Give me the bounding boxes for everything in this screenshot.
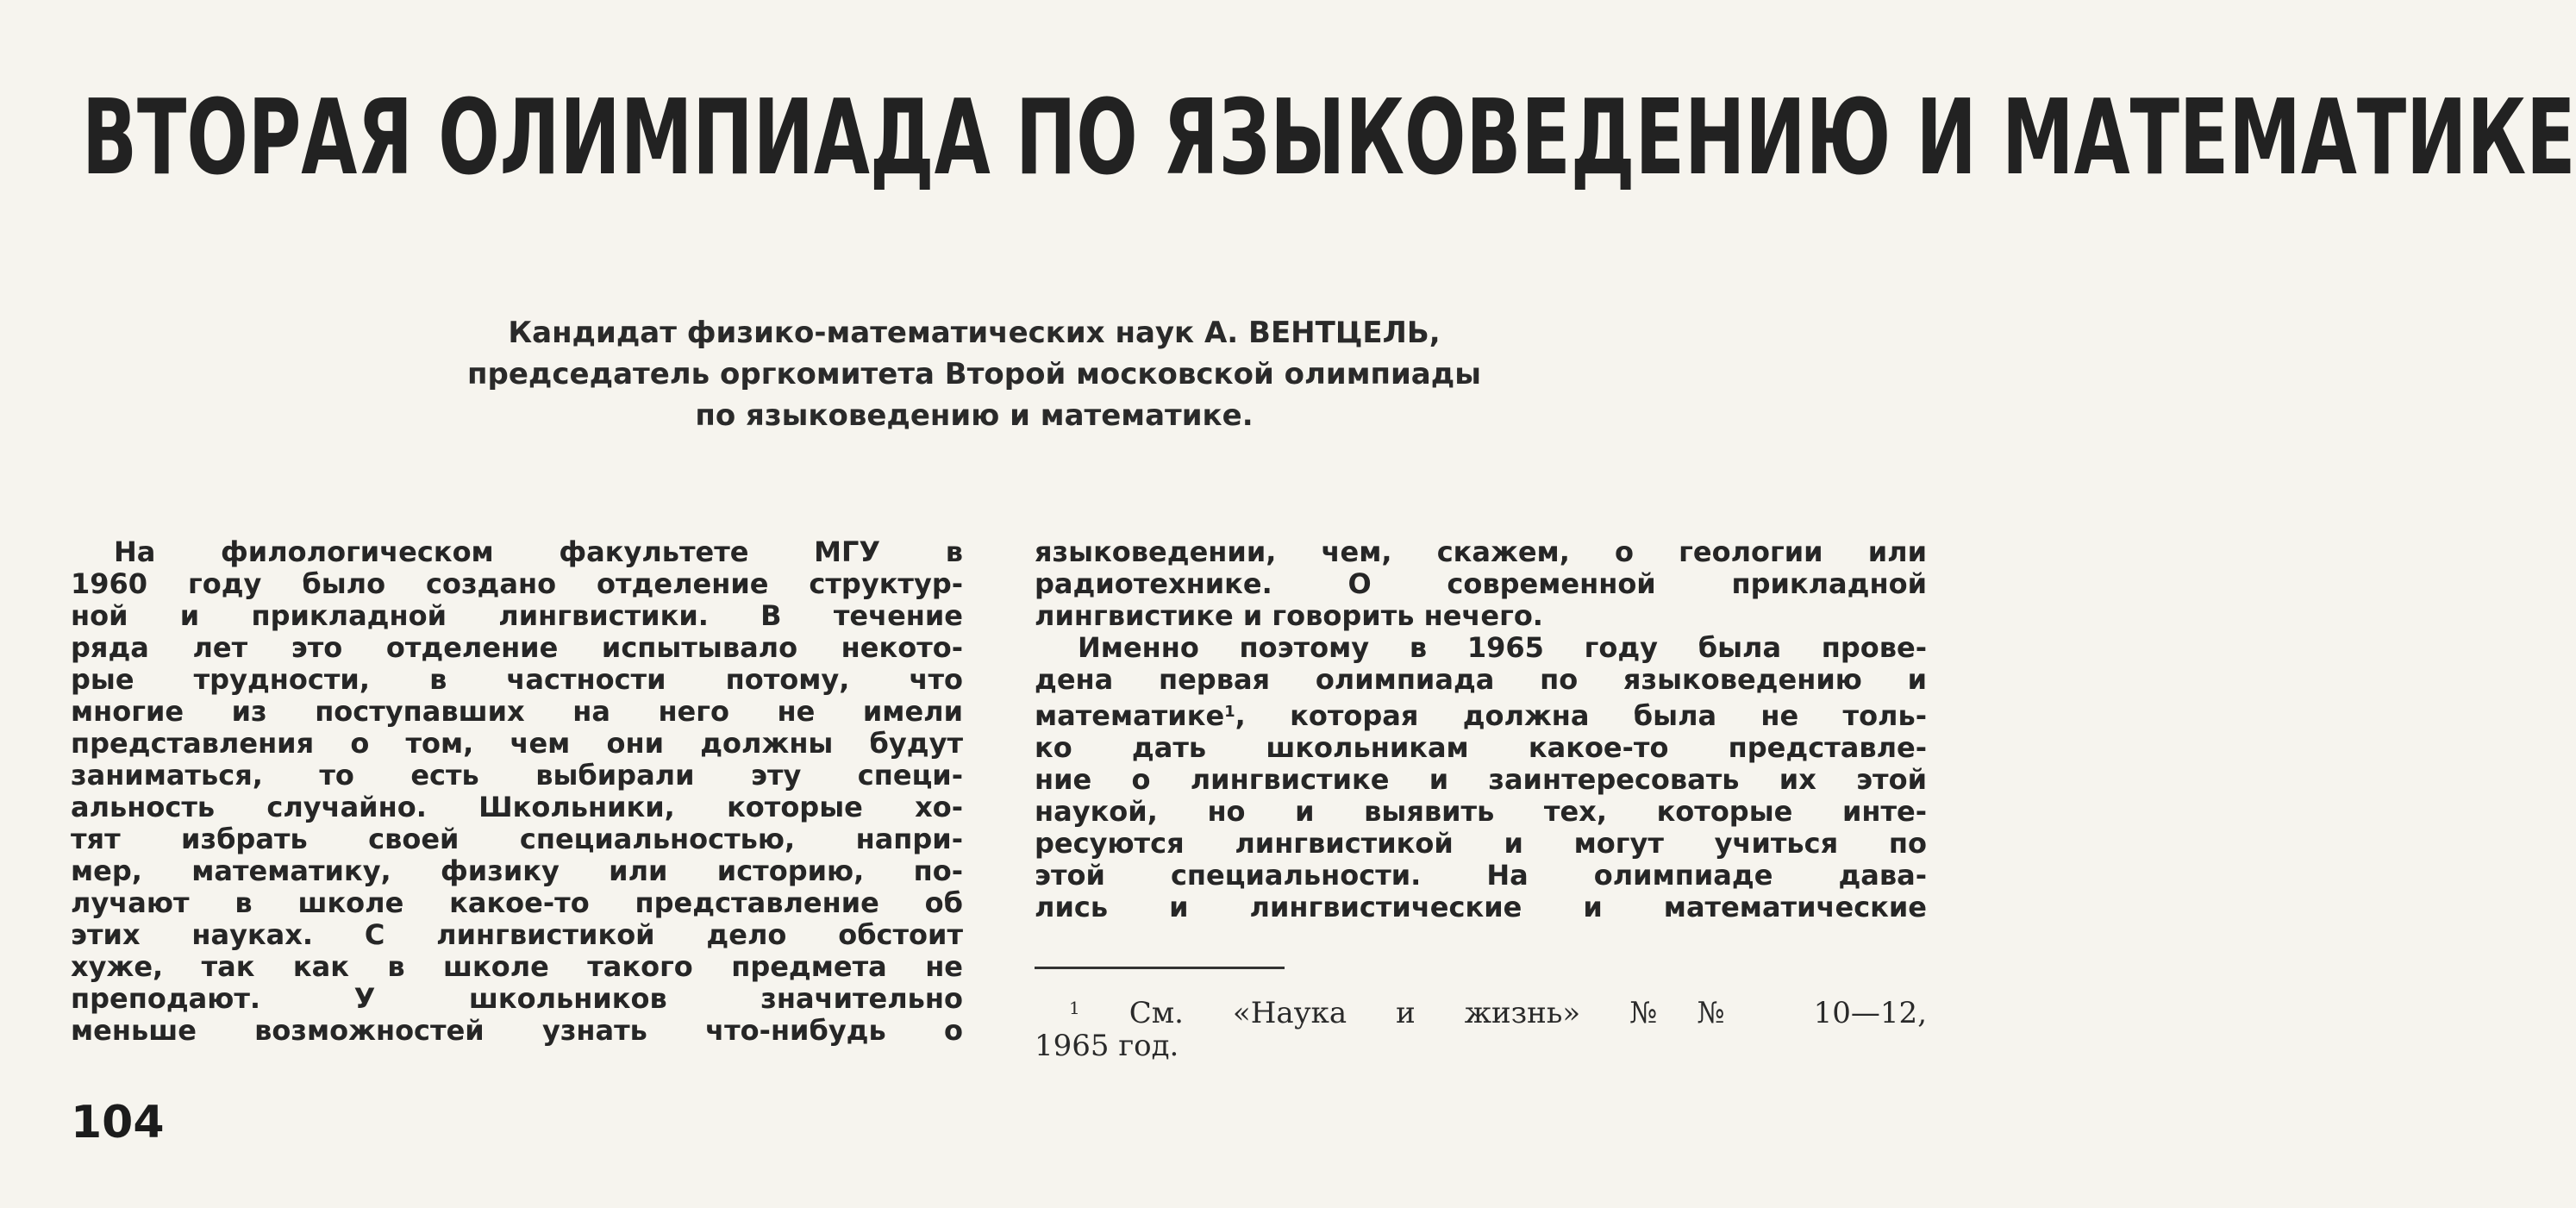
footnote-divider	[1035, 967, 1285, 969]
text-line: ной и прикладной лингвистики. В течение	[71, 599, 963, 632]
paragraph	[71, 536, 963, 1047]
text-line: альность случайно. Школьники, которые хо-	[71, 791, 963, 823]
byline-line: по языковедению и математике.	[695, 398, 1254, 433]
paragraph	[1035, 536, 1927, 632]
text-line: ние о лингвистике и заинтересовать их этой	[1035, 763, 1927, 796]
text-line: На филологическом факультете МГУ в	[114, 535, 963, 568]
right-text-column	[1035, 536, 1927, 923]
text-line: дена первая олимпиада по языковедению и	[1035, 663, 1927, 696]
footnote-text: См. «Наука и жизнь» №№ 10—12,	[1129, 996, 1927, 1030]
article-title: ВТОРАЯ ОЛИМПИАДА ПО ЯЗЫКОВЕДЕНИЮ И МАТЕМАТИКЕ	[82, 78, 2576, 198]
text-line: ряда лет это отделение испытывало некото-	[71, 631, 963, 664]
text-fragment: математике	[1035, 699, 1225, 732]
text-line: многие из поступавших на него не имели	[71, 695, 963, 728]
text-line: ко дать школьникам какое-то представле-	[1035, 731, 1927, 764]
text-line: наукой, но и выявить тех, которые инте-	[1035, 795, 1927, 828]
text-line: 1960 году было создано отделение структур-	[71, 567, 963, 600]
text-line: этих науках. С лингвистикой дело обстоит	[71, 918, 963, 951]
text-line: тят избрать своей специальностью, напри-	[71, 823, 963, 855]
text-line: меньше возможностей узнать что-нибудь о	[71, 1014, 963, 1047]
text-line: лучают в школе какое-то представление об	[71, 886, 963, 919]
footnote	[1035, 992, 1927, 1062]
author-byline	[345, 312, 1604, 436]
text-line: ресуются лингвистикой и могут учиться по	[1035, 827, 1927, 860]
text-line: этой специальности. На олимпиаде дава-	[1035, 859, 1927, 892]
text-line: мер, математику, физику или историю, по-	[71, 854, 963, 887]
paragraph	[1035, 632, 1927, 923]
left-text-column	[71, 536, 963, 1047]
text-line	[1035, 696, 1927, 732]
footnote-marker: 1	[1069, 998, 1080, 1018]
byline-line: председатель оргкомитета Второй московской олимпиады	[467, 357, 1481, 391]
text-line: представления о том, чем они должны будут	[71, 727, 963, 760]
text-line: заниматься, то есть выбирали эту специ-	[71, 759, 963, 792]
text-line: лись и лингвистические и математические	[1035, 891, 1927, 923]
byline-line: Кандидат физико-математических наук А. ВЕНТЦЕЛЬ,	[508, 316, 1441, 350]
footnote-reference: 1	[1224, 703, 1235, 721]
text-line: рые трудности, в частности потому, что	[71, 663, 963, 696]
text-line: хуже, так как в школе такого предмета не	[71, 950, 963, 983]
text-line: Именно поэтому в 1965 году была прове-	[1078, 631, 1927, 664]
text-line: преподают. У школьников значительно	[71, 982, 963, 1015]
footnote-line: 1965 год.	[1035, 1029, 1179, 1063]
footnote-line	[1035, 992, 1927, 1030]
text-line: радиотехнике. О современной прикладной	[1035, 567, 1927, 600]
text-line: лингвистике и говорить нечего.	[1035, 599, 1543, 632]
text-fragment: , которая должна была не толь-	[1235, 699, 1927, 732]
page-number: 104	[71, 1097, 165, 1149]
text-line: языковедении, чем, скажем, о геологии или	[1035, 535, 1927, 568]
